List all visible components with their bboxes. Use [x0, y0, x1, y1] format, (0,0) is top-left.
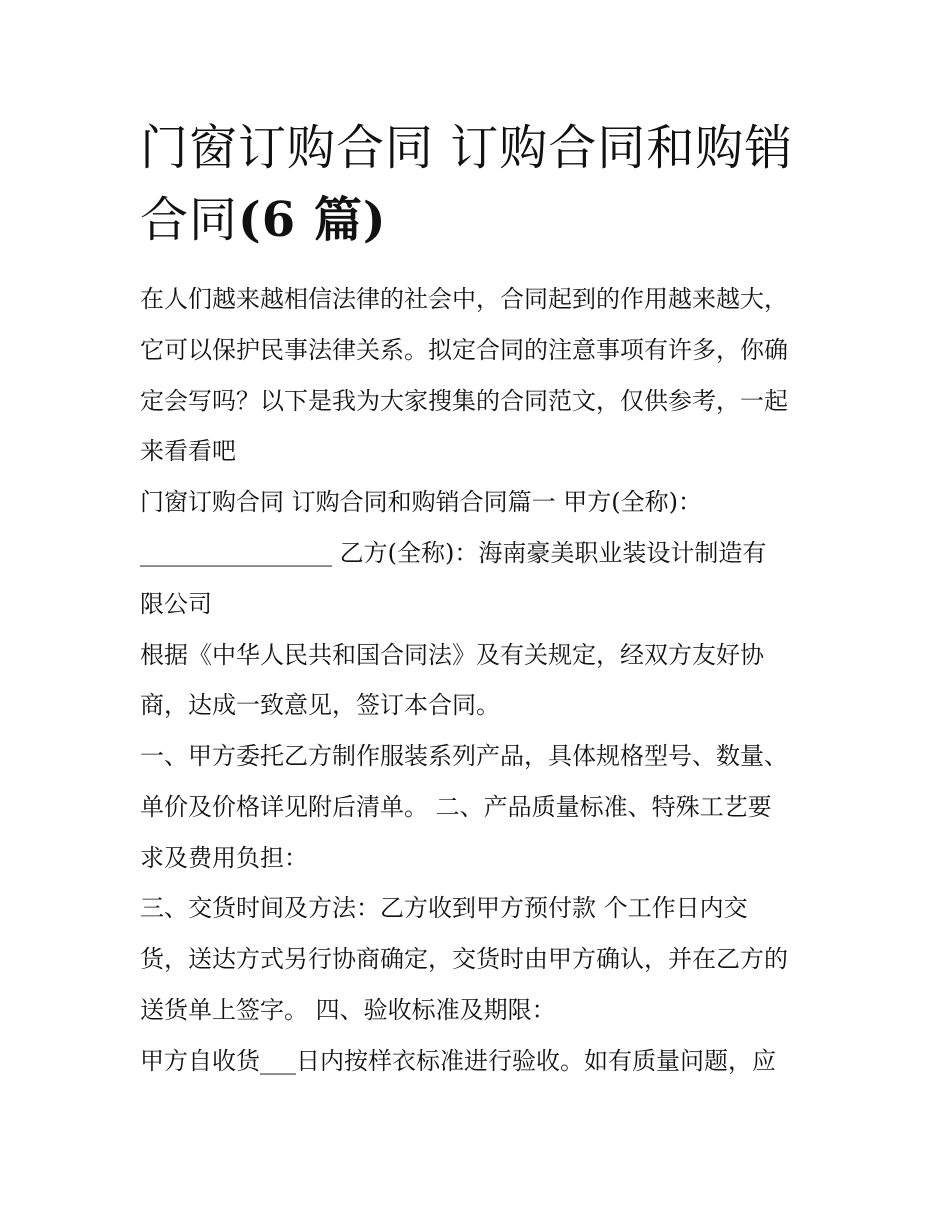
body-line-8: 根据《中华人民共和国合同法》及有关规定，经双方友好协 [140, 641, 764, 669]
body-line-7: 限公司 [140, 590, 212, 618]
body-line-14: 货，送达方式另行协商确定，交货时由甲方确认，并在乙方的 [140, 945, 788, 973]
body-line-1: 在人们越来越相信法律的社会中，合同起到的作用越来越大， [140, 285, 788, 313]
body-line-12: 求及费用负担： [140, 844, 308, 872]
body-line-10: 一、甲方委托乙方制作服装系列产品，具体规格型号、数量、 [140, 742, 788, 770]
body-line-2: 它可以保护民事法律关系。拟定合同的注意事项有许多，你确 [140, 336, 788, 364]
body-line-13: 三、交货时间及方法：乙方收到甲方预付款 个工作日内交 [140, 894, 748, 922]
body-line-15: 送货单上签字。 四、验收标准及期限： [140, 996, 556, 1024]
body-line-6: ________________ 乙方(全称)：海南豪美职业装设计制造有 [140, 539, 767, 567]
body-line-5: 门窗订购合同 订购合同和购销合同篇一 甲方(全称)： [140, 488, 702, 516]
body-line-4: 来看看吧 [140, 437, 236, 465]
body-line-9: 商，达成一致意见，签订本合同。 [140, 691, 500, 719]
body-line-3: 定会写吗？以下是我为大家搜集的合同范文，仅供参考，一起 [140, 387, 788, 415]
body-line-11: 单价及价格详见附后清单。 二、产品质量标准、特殊工艺要 [140, 793, 772, 821]
document-title [140, 112, 830, 256]
body-line-16: 甲方自收货___日内按样衣标准进行验收。如有质量问题，应 [140, 1047, 776, 1075]
title-count: (6 篇) [238, 192, 387, 248]
title-text: 门窗订购合同 订购合同和购销合同 [140, 120, 794, 248]
